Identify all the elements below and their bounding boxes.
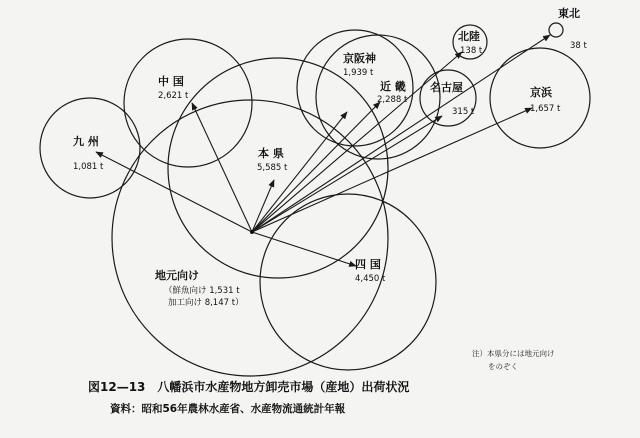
note-line-2: をのぞく: [488, 362, 518, 371]
value-nagoya: 315 t: [452, 107, 475, 117]
value-honken: 5,585 t: [257, 163, 288, 173]
arrow-to-chugoku: [192, 103, 252, 232]
figure-title: 図12—13 八幡浜市水産物地方卸売市場（産地）出荷状況: [88, 380, 410, 394]
label-kinki: 近 畿: [380, 80, 406, 93]
label-keihin: 京浜: [530, 86, 552, 99]
note-line-1: 注）本県分には地元向け: [472, 349, 555, 358]
value-keihanshin: 1,939 t: [343, 68, 374, 78]
label-hokuriku: 北陸: [458, 30, 480, 43]
circle-local: [112, 100, 388, 376]
arrow-to-keihin: [252, 108, 532, 232]
circle-chugoku: [124, 39, 252, 167]
label-keihanshin: 京阪神: [343, 52, 376, 65]
label-nagoya: 名古屋: [430, 81, 463, 94]
label-chugoku: 中 国: [158, 75, 184, 88]
value-shikoku: 4,450 t: [355, 274, 386, 284]
circle-shikoku: [260, 194, 436, 370]
label-shikoku: 四 国: [355, 258, 381, 271]
value-chugoku: 2,621 t: [158, 91, 189, 101]
arrow-to-shikoku: [252, 232, 356, 266]
circle-nagoya: [420, 70, 476, 126]
label-honken: 本 県: [258, 147, 284, 160]
circle-tohoku: [549, 23, 563, 37]
value-keihin: 1,657 t: [530, 104, 561, 114]
label-local: 地元向け: [155, 269, 199, 282]
arrow-to-hokuriku: [252, 52, 462, 232]
value-kinki: 2,288 t: [377, 95, 408, 105]
value-tohoku: 38 t: [570, 41, 587, 51]
label-kyushu: 九 州: [73, 135, 99, 148]
label-tohoku: 東北: [558, 7, 580, 20]
local-processed-line: 加工向け 8,147 t）: [168, 298, 244, 308]
value-kyushu: 1,081 t: [73, 162, 104, 172]
origin-point: [250, 230, 254, 234]
arrow-to-nagoya: [252, 116, 442, 232]
circle-kyushu: [40, 98, 140, 198]
value-hokuriku: 138 t: [460, 46, 483, 56]
figure-source: 資料：昭和56年農林水産省、水産物流通統計年報: [110, 403, 346, 415]
local-fresh-line: （鮮魚向け 1,531 t: [164, 286, 240, 296]
